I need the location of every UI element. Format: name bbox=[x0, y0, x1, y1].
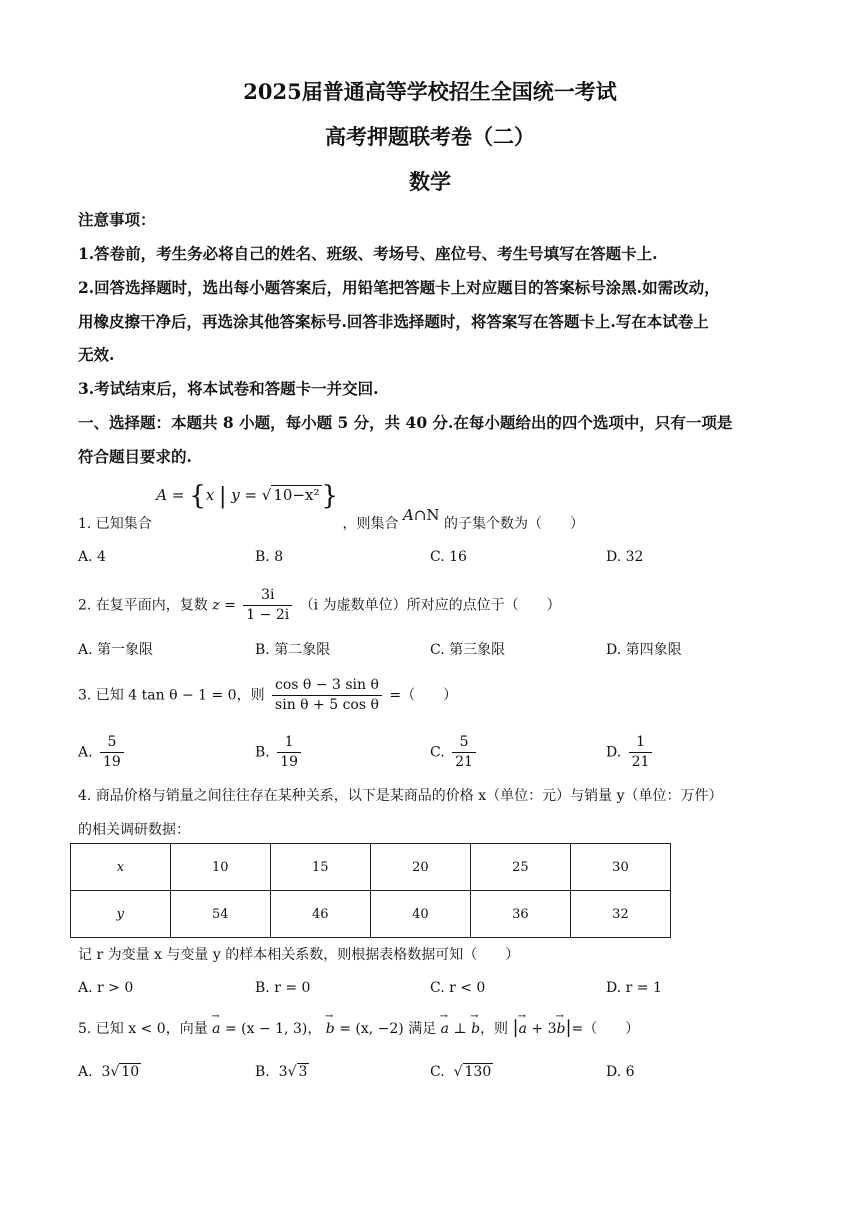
question-2: 2. 在复平面内，复数 z = $\frac{3i}{1 - 2i}$ （i 为虚数单位）所对应的点位于（ ） bbox=[78, 587, 561, 623]
q5-cond: 满足 bbox=[408, 1021, 437, 1037]
table-cell: 25 bbox=[470, 844, 570, 891]
table-cell: y bbox=[71, 891, 171, 938]
notice-item-2-line3: 无效. bbox=[78, 345, 115, 364]
notice-item-3: 3.考试结束后，将本试卷和答题卡一并交回. bbox=[78, 379, 379, 398]
q2-tail: （i 为虚数单位）所对应的点位于（ ） bbox=[299, 597, 561, 614]
table-cell: 30 bbox=[570, 844, 670, 891]
table-cell: 40 bbox=[370, 891, 470, 938]
question-1 bbox=[78, 481, 584, 532]
question-3 bbox=[78, 676, 457, 715]
exam-title: 2025届普通高等学校招生全国统一考试 bbox=[243, 79, 617, 104]
q5-tail: ，则 bbox=[480, 1021, 509, 1037]
q5-b-expr: = (x, −2) bbox=[339, 1021, 404, 1037]
subject-title: 数学 bbox=[409, 169, 451, 194]
q1-prefix: 1. 已知集合 bbox=[78, 516, 152, 532]
q1-intersection: A∩N bbox=[402, 506, 440, 524]
q3-mid: ，则 bbox=[236, 687, 265, 704]
q3-option-d: D. $\frac{1}{21}$ bbox=[606, 733, 655, 772]
q2-option-d: D. 第四象限 bbox=[606, 642, 682, 658]
vector-a: → a bbox=[212, 1021, 220, 1037]
notice-item-2-line2: 用橡皮擦干净后，再选涂其他答案标号.回答非选择题时，将答案写在答题卡上.写在本试卷上 bbox=[78, 312, 709, 331]
section-heading-line2: 符合题目要求的. bbox=[78, 447, 192, 466]
q1-set-expression: A = {x | y = √ 10−x²} bbox=[156, 481, 339, 511]
q4-option-a: A. r > 0 bbox=[78, 980, 134, 996]
table-cell: 46 bbox=[270, 891, 370, 938]
q3-prefix: 3. 已知 bbox=[78, 687, 124, 704]
q4-data-table bbox=[70, 843, 671, 938]
q2-option-b: B. 第二象限 bbox=[255, 642, 331, 658]
q4-option-d: D. r = 1 bbox=[606, 980, 662, 996]
q4-question: 记 r 为变量 x 与变量 y 的样本相关系数，则根据表格数据可知（ ） bbox=[78, 947, 520, 963]
table-cell: 15 bbox=[270, 844, 370, 891]
table-row-y bbox=[71, 891, 671, 938]
q5-prefix: 5. 已知 x < 0，向量 bbox=[78, 1021, 208, 1037]
q4-option-b: B. r = 0 bbox=[255, 980, 311, 996]
notice-heading: 注意事项： bbox=[78, 210, 156, 229]
q5-a-expr: = (x − 1, 3) bbox=[224, 1021, 308, 1037]
table-cell: 36 bbox=[470, 891, 570, 938]
q1-option-b: B. 8 bbox=[255, 549, 284, 565]
q2-option-c: C. 第三象限 bbox=[430, 642, 506, 658]
q2-fraction: $\frac{3i}{1 - 2i}$ bbox=[243, 586, 292, 625]
table-cell: x bbox=[71, 844, 171, 891]
q1-option-c: C. 16 bbox=[430, 549, 467, 565]
question-5: 5. 已知 x < 0，向量 → a = (x − 1, 3)， → b = (x, −2) 满足 → a ⊥ → b，则 |→ a + 3→ b|=（ ） bbox=[78, 1017, 639, 1038]
q2-prefix: 2. 在复平面内，复数 bbox=[78, 597, 208, 614]
q5-tail2: =（ ） bbox=[571, 1021, 640, 1037]
vector-b: → b bbox=[326, 1021, 335, 1037]
q5-option-c: C. √ 130 bbox=[430, 1064, 492, 1080]
q5-option-d: D. 6 bbox=[606, 1064, 635, 1080]
notice-item-1: 1.答卷前，考生务必将自己的姓名、班级、考场号、座位号、考生号填写在答题卡上. bbox=[78, 244, 658, 263]
q3-fraction: $\frac{\text{cos θ − 3 sin θ}}{\text{sin θ + 5 cos θ}}$ bbox=[272, 676, 382, 715]
q2-option-a: A. 第一象限 bbox=[78, 642, 154, 658]
q3-option-a: A. $\frac{5}{19}$ bbox=[78, 733, 127, 772]
notice-item-2-line1: 2.回答选择题时，选出每小题答案后，用铅笔把答题卡上对应题目的答案标号涂黑.如需改动， bbox=[78, 278, 720, 297]
q1-option-a: A. 4 bbox=[78, 549, 106, 565]
q5-option-b: B. 3√ 3 bbox=[255, 1064, 308, 1080]
q3-tail: =（ ） bbox=[389, 687, 458, 704]
table-cell: 32 bbox=[570, 891, 670, 938]
table-row-x bbox=[71, 844, 671, 891]
q3-option-c: C. $\frac{5}{21}$ bbox=[430, 733, 479, 772]
q1-mid: ，则集合 bbox=[342, 516, 399, 532]
q4-line2: 的相关调研数据： bbox=[78, 822, 190, 838]
section-heading-line1: 一、选择题：本题共 8 小题，每小题 5 分，共 40 分.在每小题给出的四个选项中，只有一项是 bbox=[78, 413, 733, 432]
table-cell: 54 bbox=[170, 891, 270, 938]
q1-tail: 的子集个数为（ ） bbox=[443, 516, 584, 532]
q1-option-d: D. 32 bbox=[606, 549, 644, 565]
table-cell: 10 bbox=[170, 844, 270, 891]
table-cell: 20 bbox=[370, 844, 470, 891]
q3-condition: 4 tan θ − 1 = 0 bbox=[128, 687, 237, 704]
exam-subtitle: 高考押题联考卷（二） bbox=[325, 124, 535, 149]
q4-line1: 4. 商品价格与销量之间往往存在某种关系，以下是某商品的价格 x（单位：元）与销量 y（单位：万件） bbox=[78, 788, 723, 804]
q3-option-b: B. $\frac{1}{19}$ bbox=[255, 733, 304, 772]
q4-option-c: C. r < 0 bbox=[430, 980, 486, 996]
q5-option-a: A. 3√ 10 bbox=[78, 1064, 140, 1080]
